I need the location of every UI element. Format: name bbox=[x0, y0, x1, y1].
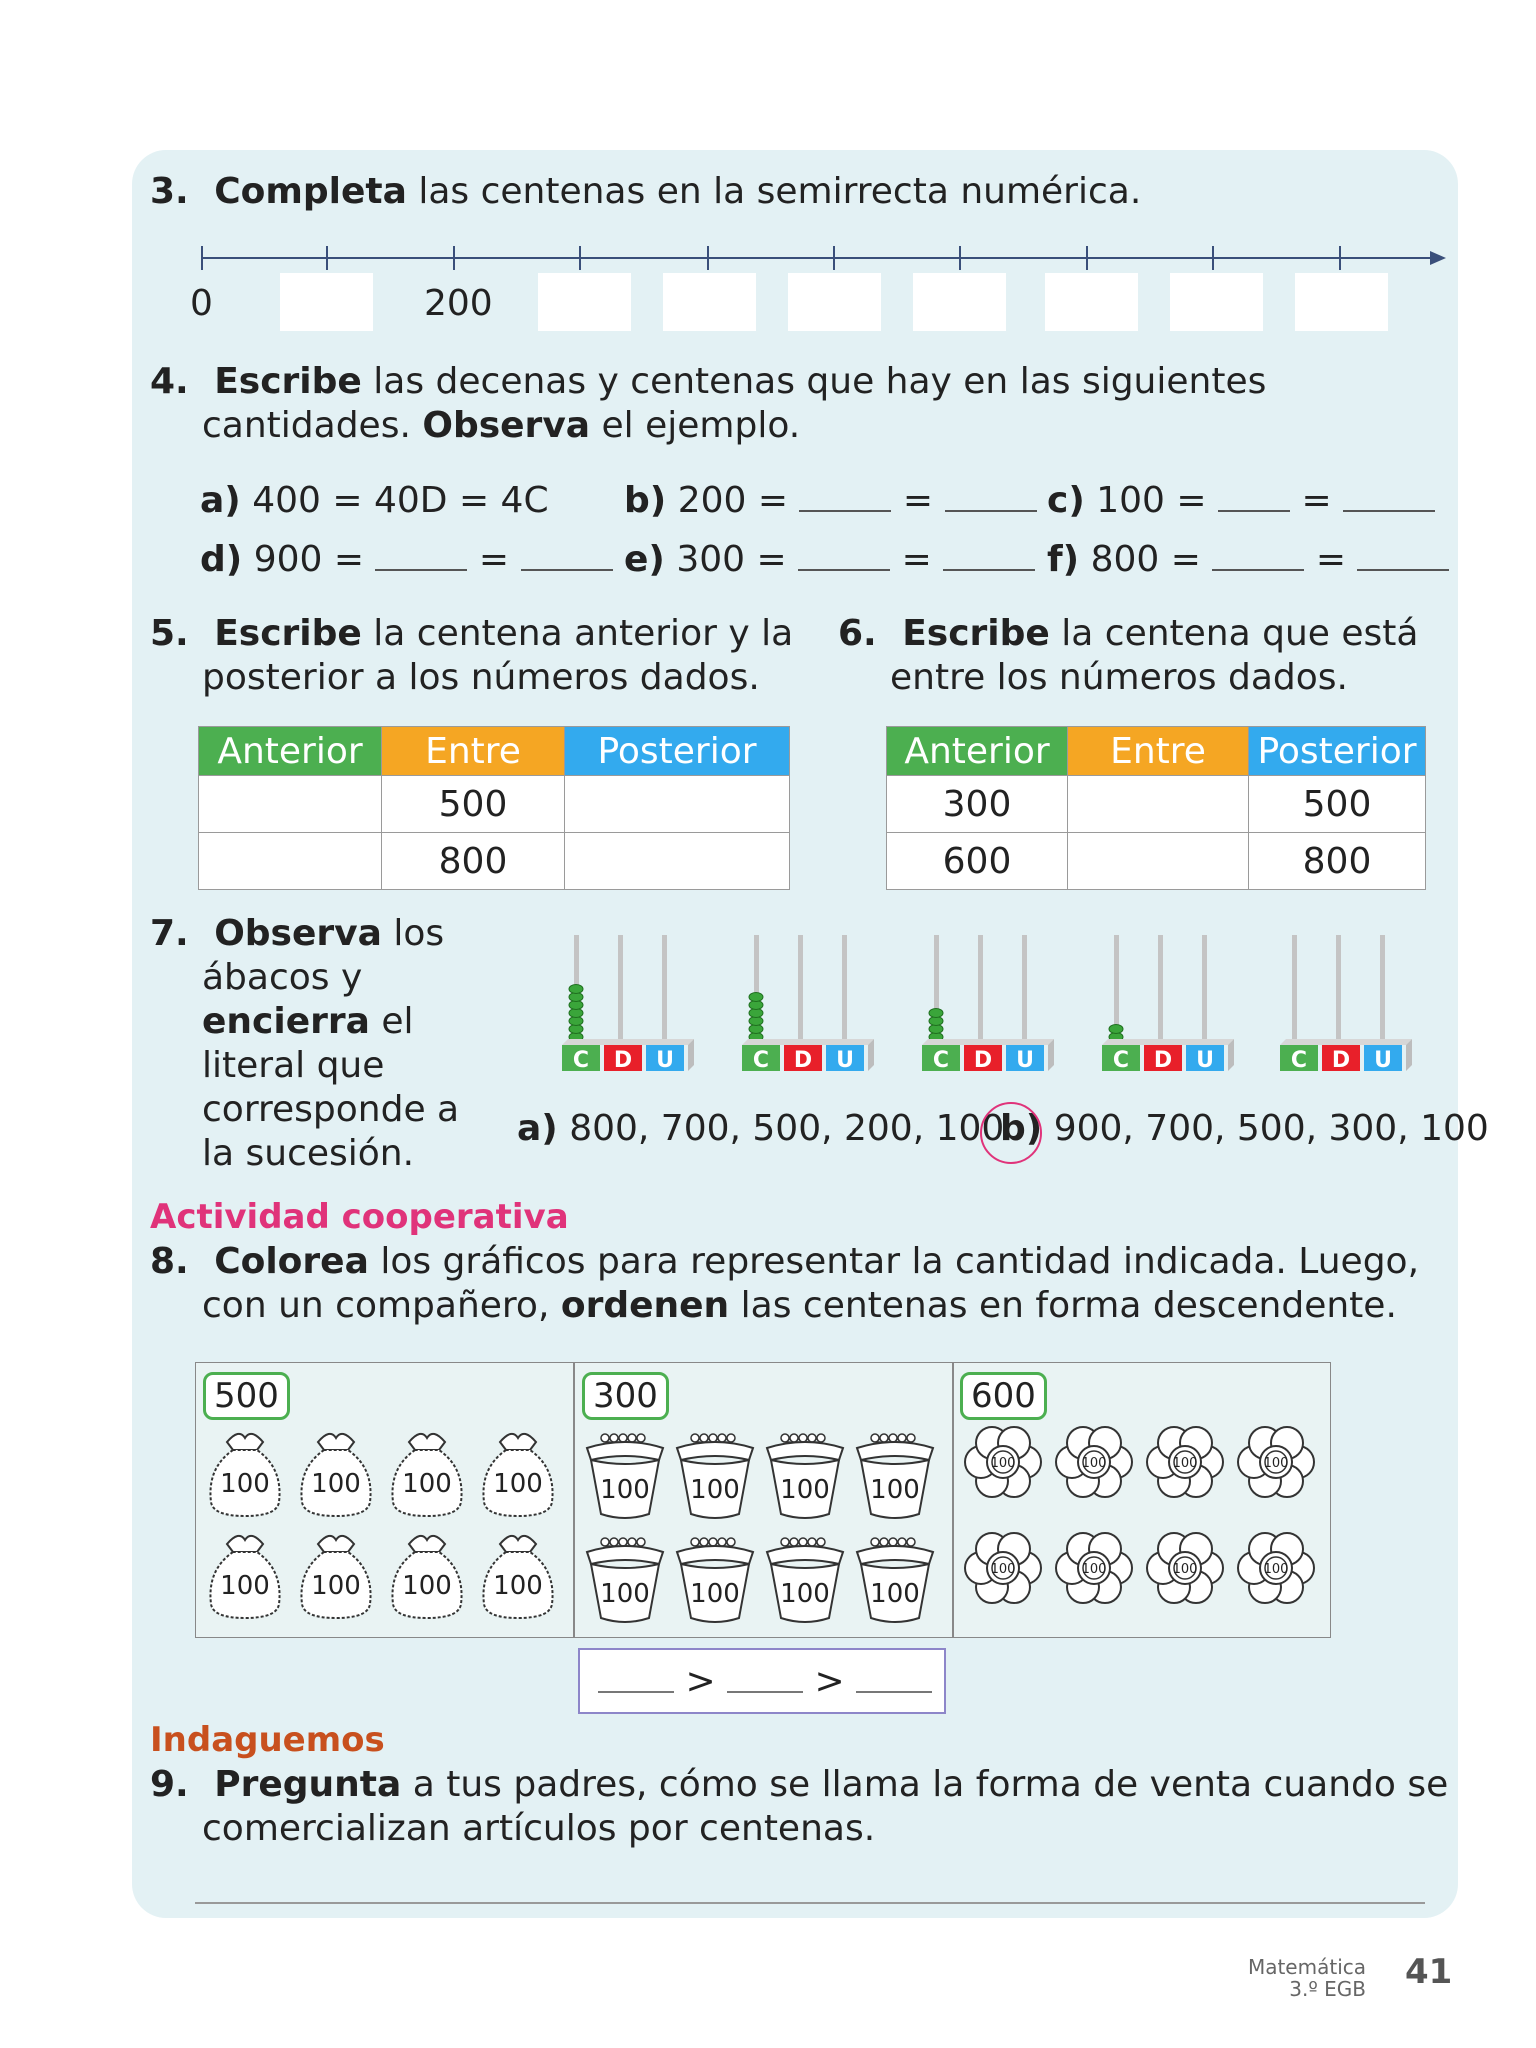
q7-l3: el bbox=[369, 1001, 414, 1042]
q9-text2: comercializan artículos por centenas. bbox=[202, 1808, 876, 1849]
money-bag-icon[interactable] bbox=[392, 1536, 461, 1618]
pot-value: 100 bbox=[870, 1579, 920, 1609]
q6-cell-input[interactable] bbox=[1068, 833, 1249, 890]
q7-verb2: encierra bbox=[202, 1001, 370, 1042]
footer-subject bbox=[1200, 1956, 1366, 2000]
q7-prompt bbox=[150, 912, 459, 1176]
bag-value: 100 bbox=[220, 1469, 270, 1499]
money-bag-icon[interactable] bbox=[301, 1536, 370, 1618]
pot-value: 100 bbox=[600, 1579, 650, 1609]
abacus-rod bbox=[1336, 935, 1341, 1051]
flower-value: 100 bbox=[1263, 1562, 1289, 1577]
answer-blank[interactable] bbox=[1343, 480, 1435, 512]
q7-number: 7. bbox=[150, 913, 189, 954]
q4-expr: 800 = bbox=[1090, 539, 1201, 580]
option-letter: b) bbox=[1000, 1108, 1043, 1149]
money-bag-icon[interactable] bbox=[483, 1434, 552, 1516]
abacus bbox=[1280, 935, 1412, 1073]
number-line-blank[interactable] bbox=[1295, 273, 1388, 331]
place-value-label: D bbox=[613, 1048, 633, 1073]
q6-text1: la centena que está bbox=[1049, 613, 1419, 654]
q4-text2: cantidades. bbox=[202, 405, 423, 446]
q6-text2: entre los números dados. bbox=[890, 657, 1348, 698]
number-line-blank[interactable] bbox=[913, 273, 1006, 331]
option-letter: a) bbox=[517, 1108, 558, 1149]
number-line-blank[interactable] bbox=[1170, 273, 1263, 331]
abacus-rod bbox=[1022, 935, 1027, 1051]
q7-l6: la sucesión. bbox=[202, 1133, 415, 1174]
number-line-blank[interactable] bbox=[663, 273, 756, 331]
abacus-rod bbox=[1380, 935, 1385, 1051]
number-line-blank[interactable] bbox=[538, 273, 631, 331]
number-line-blank[interactable] bbox=[1045, 273, 1138, 331]
flower-value: 100 bbox=[1081, 1562, 1107, 1577]
q6-cell: 500 bbox=[1249, 776, 1426, 833]
q4-expr: 100 = bbox=[1096, 480, 1207, 521]
greater-than-sign: > bbox=[814, 1661, 845, 1702]
q4-item-e bbox=[624, 538, 1035, 582]
q9-text1: a tus padres, cómo se llama la forma de venta cuando se bbox=[401, 1764, 1449, 1805]
q6-cell-input[interactable] bbox=[1068, 776, 1249, 833]
q4-letter: d) bbox=[200, 539, 243, 580]
flower-icon[interactable] bbox=[965, 1533, 1041, 1603]
place-value-label: D bbox=[973, 1048, 993, 1073]
q7-l1: los bbox=[381, 913, 445, 954]
q4-letter: a) bbox=[200, 480, 241, 521]
abacus-bead bbox=[1109, 1025, 1123, 1034]
q5-header: Anterior bbox=[199, 727, 382, 776]
money-bag-icon[interactable] bbox=[392, 1434, 461, 1516]
equals-sign: = bbox=[1301, 480, 1332, 521]
q4-item-b bbox=[624, 479, 1037, 523]
place-value-label: C bbox=[932, 1048, 950, 1073]
option-text: 800, 700, 500, 200, 100 bbox=[569, 1108, 1005, 1149]
abacus-bead bbox=[749, 993, 763, 1002]
q5-header: Posterior bbox=[565, 727, 790, 776]
q9-verb: Pregunta bbox=[214, 1764, 402, 1805]
abacus-rod bbox=[978, 935, 983, 1051]
q4-item-a bbox=[200, 479, 549, 523]
pot-icon[interactable] bbox=[857, 1538, 933, 1622]
flower-icon[interactable] bbox=[1147, 1427, 1223, 1497]
q4-expr: 300 = bbox=[676, 539, 787, 580]
q5-cell-input[interactable] bbox=[565, 833, 790, 890]
pot-icon[interactable] bbox=[767, 1538, 843, 1622]
q6-prompt bbox=[838, 612, 1418, 700]
pot-value: 100 bbox=[690, 1475, 740, 1505]
q7-verb: Observa bbox=[214, 913, 382, 954]
q5-cell-input[interactable] bbox=[199, 776, 382, 833]
place-value-label: U bbox=[1016, 1048, 1034, 1073]
place-value-label: C bbox=[752, 1048, 770, 1073]
q8-verb2: ordenen bbox=[560, 1285, 730, 1326]
abacus-row bbox=[540, 925, 1420, 1085]
pot-value: 100 bbox=[690, 1579, 740, 1609]
q5-table bbox=[198, 726, 790, 890]
page-number: 41 bbox=[1405, 1952, 1453, 1992]
q8-verb: Colorea bbox=[214, 1241, 369, 1282]
abacus bbox=[922, 935, 1054, 1073]
answer-blank[interactable] bbox=[945, 480, 1037, 512]
place-value-label: C bbox=[1112, 1048, 1130, 1073]
number-line-label-0: 0 bbox=[190, 283, 213, 324]
abacus-base-top bbox=[922, 1039, 1054, 1045]
abacus-rod bbox=[798, 935, 803, 1051]
pot-value: 100 bbox=[780, 1475, 830, 1505]
money-bag-icon[interactable] bbox=[210, 1434, 279, 1516]
bag-value: 100 bbox=[493, 1571, 543, 1601]
answer-blank[interactable] bbox=[598, 1661, 674, 1693]
q4-prompt bbox=[150, 360, 1266, 448]
pot-value: 100 bbox=[870, 1475, 920, 1505]
q7-l2: ábacos y bbox=[202, 957, 363, 998]
q4-item-c bbox=[1047, 479, 1435, 523]
indaguemos-heading: Indaguemos bbox=[150, 1720, 385, 1760]
q9-number: 9. bbox=[150, 1764, 189, 1805]
flower-value: 100 bbox=[1172, 1456, 1198, 1471]
answer-blank[interactable] bbox=[798, 539, 890, 571]
q4-expr: 900 = bbox=[253, 539, 365, 580]
q4-letter: c) bbox=[1047, 480, 1085, 521]
number-line-label-200: 200 bbox=[424, 283, 493, 324]
abacus-rod bbox=[662, 935, 667, 1051]
flower-value: 100 bbox=[990, 1456, 1016, 1471]
q6-header: Posterior bbox=[1249, 727, 1426, 776]
abacus-bead bbox=[929, 1009, 943, 1018]
q5-cell-input[interactable] bbox=[565, 776, 790, 833]
place-value-label: U bbox=[656, 1048, 674, 1073]
q4-item-f bbox=[1047, 538, 1449, 582]
q6-cell: 300 bbox=[887, 776, 1068, 833]
answer-blank[interactable] bbox=[1218, 480, 1290, 512]
q6-cell: 800 bbox=[1249, 833, 1426, 890]
q6-table bbox=[886, 726, 1426, 890]
subject-name: Matemática bbox=[1247, 1955, 1366, 1979]
abacus-base-top bbox=[1280, 1039, 1412, 1045]
abacus-base-top bbox=[742, 1039, 874, 1045]
flower-icon[interactable] bbox=[1056, 1427, 1132, 1497]
flower-icon[interactable] bbox=[1238, 1533, 1314, 1603]
answer-blank[interactable] bbox=[727, 1661, 803, 1693]
flower-icon[interactable] bbox=[1238, 1427, 1314, 1497]
flowers-quantity-tag: 600 bbox=[960, 1372, 1047, 1420]
q4-letter: f) bbox=[1047, 539, 1080, 580]
q5-verb: Escribe bbox=[214, 613, 362, 654]
q8-text2: con un compañero, bbox=[202, 1285, 561, 1326]
q9-prompt bbox=[150, 1763, 1448, 1851]
q4-expr: 200 = bbox=[677, 480, 789, 521]
abacus bbox=[1102, 935, 1234, 1073]
flower-value: 100 bbox=[1172, 1562, 1198, 1577]
order-line bbox=[598, 1660, 932, 1704]
money-bag-icon[interactable] bbox=[483, 1536, 552, 1618]
q5-prompt bbox=[150, 612, 793, 700]
place-value-label: U bbox=[1196, 1048, 1214, 1073]
pot-icon[interactable] bbox=[857, 1434, 933, 1518]
pot-icon[interactable] bbox=[587, 1538, 663, 1622]
q5-cell-input[interactable] bbox=[199, 833, 382, 890]
q6-header: Entre bbox=[1068, 727, 1249, 776]
bag-value: 100 bbox=[402, 1571, 452, 1601]
abacus-rod bbox=[842, 935, 847, 1051]
bag-value: 100 bbox=[402, 1469, 452, 1499]
answer-blank[interactable] bbox=[521, 539, 613, 571]
bag-value: 100 bbox=[493, 1469, 543, 1499]
q3-prompt bbox=[150, 170, 1141, 214]
q4-letter: e) bbox=[624, 539, 665, 580]
place-value-label: U bbox=[1374, 1048, 1392, 1073]
place-value-label: C bbox=[572, 1048, 590, 1073]
colorable-graphics bbox=[195, 1362, 1331, 1638]
answer-line[interactable] bbox=[195, 1902, 1425, 1904]
abacus-rod bbox=[1202, 935, 1207, 1051]
equals-sign: = bbox=[478, 539, 510, 580]
flower-value: 100 bbox=[1263, 1456, 1289, 1471]
q8-number: 8. bbox=[150, 1241, 189, 1282]
q6-number: 6. bbox=[838, 613, 877, 654]
number-line bbox=[190, 240, 1450, 270]
flower-icon[interactable] bbox=[1147, 1533, 1223, 1603]
q7-option-b[interactable] bbox=[1000, 1107, 1489, 1151]
q6-header: Anterior bbox=[887, 727, 1068, 776]
abacus-base-top bbox=[1102, 1039, 1234, 1045]
abacus bbox=[742, 935, 874, 1073]
q5-cell: 500 bbox=[382, 776, 565, 833]
place-value-label: U bbox=[836, 1048, 854, 1073]
place-value-label: C bbox=[1290, 1048, 1308, 1073]
bag-value: 100 bbox=[311, 1571, 361, 1601]
flower-value: 100 bbox=[990, 1562, 1016, 1577]
greater-than-sign: > bbox=[685, 1661, 716, 1702]
equals-sign: = bbox=[1315, 539, 1346, 580]
answer-blank[interactable] bbox=[375, 539, 467, 571]
q4-item-d bbox=[200, 538, 613, 582]
flower-value: 100 bbox=[1081, 1456, 1107, 1471]
answer-blank[interactable] bbox=[1212, 539, 1304, 571]
q4-number: 4. bbox=[150, 361, 189, 402]
answer-blank[interactable] bbox=[799, 480, 891, 512]
q6-cell: 600 bbox=[887, 833, 1068, 890]
pot-value: 100 bbox=[780, 1579, 830, 1609]
q8-text1: los gráficos para representar la cantidad indicada. Luego, bbox=[368, 1241, 1420, 1282]
pot-icon[interactable] bbox=[587, 1434, 663, 1518]
bag-value: 100 bbox=[220, 1571, 270, 1601]
abacus-rod bbox=[618, 935, 623, 1051]
q5-text1: la centena anterior y la bbox=[361, 613, 794, 654]
equals-sign: = bbox=[901, 539, 932, 580]
abacus-bead bbox=[569, 985, 583, 994]
q4-verb2: Observa bbox=[422, 405, 591, 446]
q4-expr: 400 = 40D = 4C bbox=[252, 480, 549, 521]
pot-value: 100 bbox=[600, 1475, 650, 1505]
q5-text2: posterior a los números dados. bbox=[202, 657, 760, 698]
place-value-label: D bbox=[793, 1048, 813, 1073]
flower-icon[interactable] bbox=[965, 1427, 1041, 1497]
abacus-base-top bbox=[562, 1039, 694, 1045]
answer-blank[interactable] bbox=[943, 539, 1035, 571]
q8-prompt bbox=[150, 1240, 1419, 1328]
flower-icon[interactable] bbox=[1056, 1533, 1132, 1603]
q7-l4: literal que bbox=[202, 1045, 385, 1086]
q3-verb: Completa bbox=[214, 171, 407, 212]
number-line-blank[interactable] bbox=[788, 273, 881, 331]
option-text: 900, 700, 500, 300, 100 bbox=[1053, 1108, 1489, 1149]
selection-circle bbox=[978, 1100, 1048, 1170]
grade-level: 3.º EGB bbox=[1289, 1977, 1366, 2001]
abacus-rod bbox=[1292, 935, 1297, 1051]
q5-header: Entre bbox=[382, 727, 565, 776]
place-value-label: D bbox=[1153, 1048, 1173, 1073]
q3-number: 3. bbox=[150, 171, 189, 212]
answer-blank[interactable] bbox=[1357, 539, 1449, 571]
q5-number: 5. bbox=[150, 613, 189, 654]
bags-quantity-tag: 500 bbox=[203, 1372, 290, 1420]
q7-l5: corresponde a bbox=[202, 1089, 460, 1130]
q4-text3: el ejemplo. bbox=[590, 405, 801, 446]
q7-option-a[interactable] bbox=[517, 1107, 1004, 1151]
money-bag-icon[interactable] bbox=[301, 1434, 370, 1516]
q3-text: las centenas en la semirrecta numérica. bbox=[406, 171, 1142, 212]
bag-value: 100 bbox=[311, 1469, 361, 1499]
place-value-label: D bbox=[1331, 1048, 1351, 1073]
q4-verb: Escribe bbox=[214, 361, 362, 402]
pot-icon[interactable] bbox=[677, 1538, 753, 1622]
pot-icon[interactable] bbox=[767, 1434, 843, 1518]
number-line-blank[interactable] bbox=[280, 273, 373, 331]
abacus bbox=[562, 935, 694, 1073]
q4-letter: b) bbox=[624, 480, 667, 521]
q6-verb: Escribe bbox=[902, 613, 1050, 654]
q5-cell: 800 bbox=[382, 833, 565, 890]
abacus-rod bbox=[1158, 935, 1163, 1051]
q8-text3: las centenas en forma descendente. bbox=[729, 1285, 1397, 1326]
answer-blank[interactable] bbox=[856, 1661, 932, 1693]
equals-sign: = bbox=[902, 480, 934, 521]
cooperative-heading: Actividad cooperativa bbox=[150, 1197, 569, 1237]
q4-text1: las decenas y centenas que hay en las siguientes bbox=[361, 361, 1267, 402]
pots-quantity-tag: 300 bbox=[582, 1372, 669, 1420]
money-bag-icon[interactable] bbox=[210, 1536, 279, 1618]
pot-icon[interactable] bbox=[677, 1434, 753, 1518]
